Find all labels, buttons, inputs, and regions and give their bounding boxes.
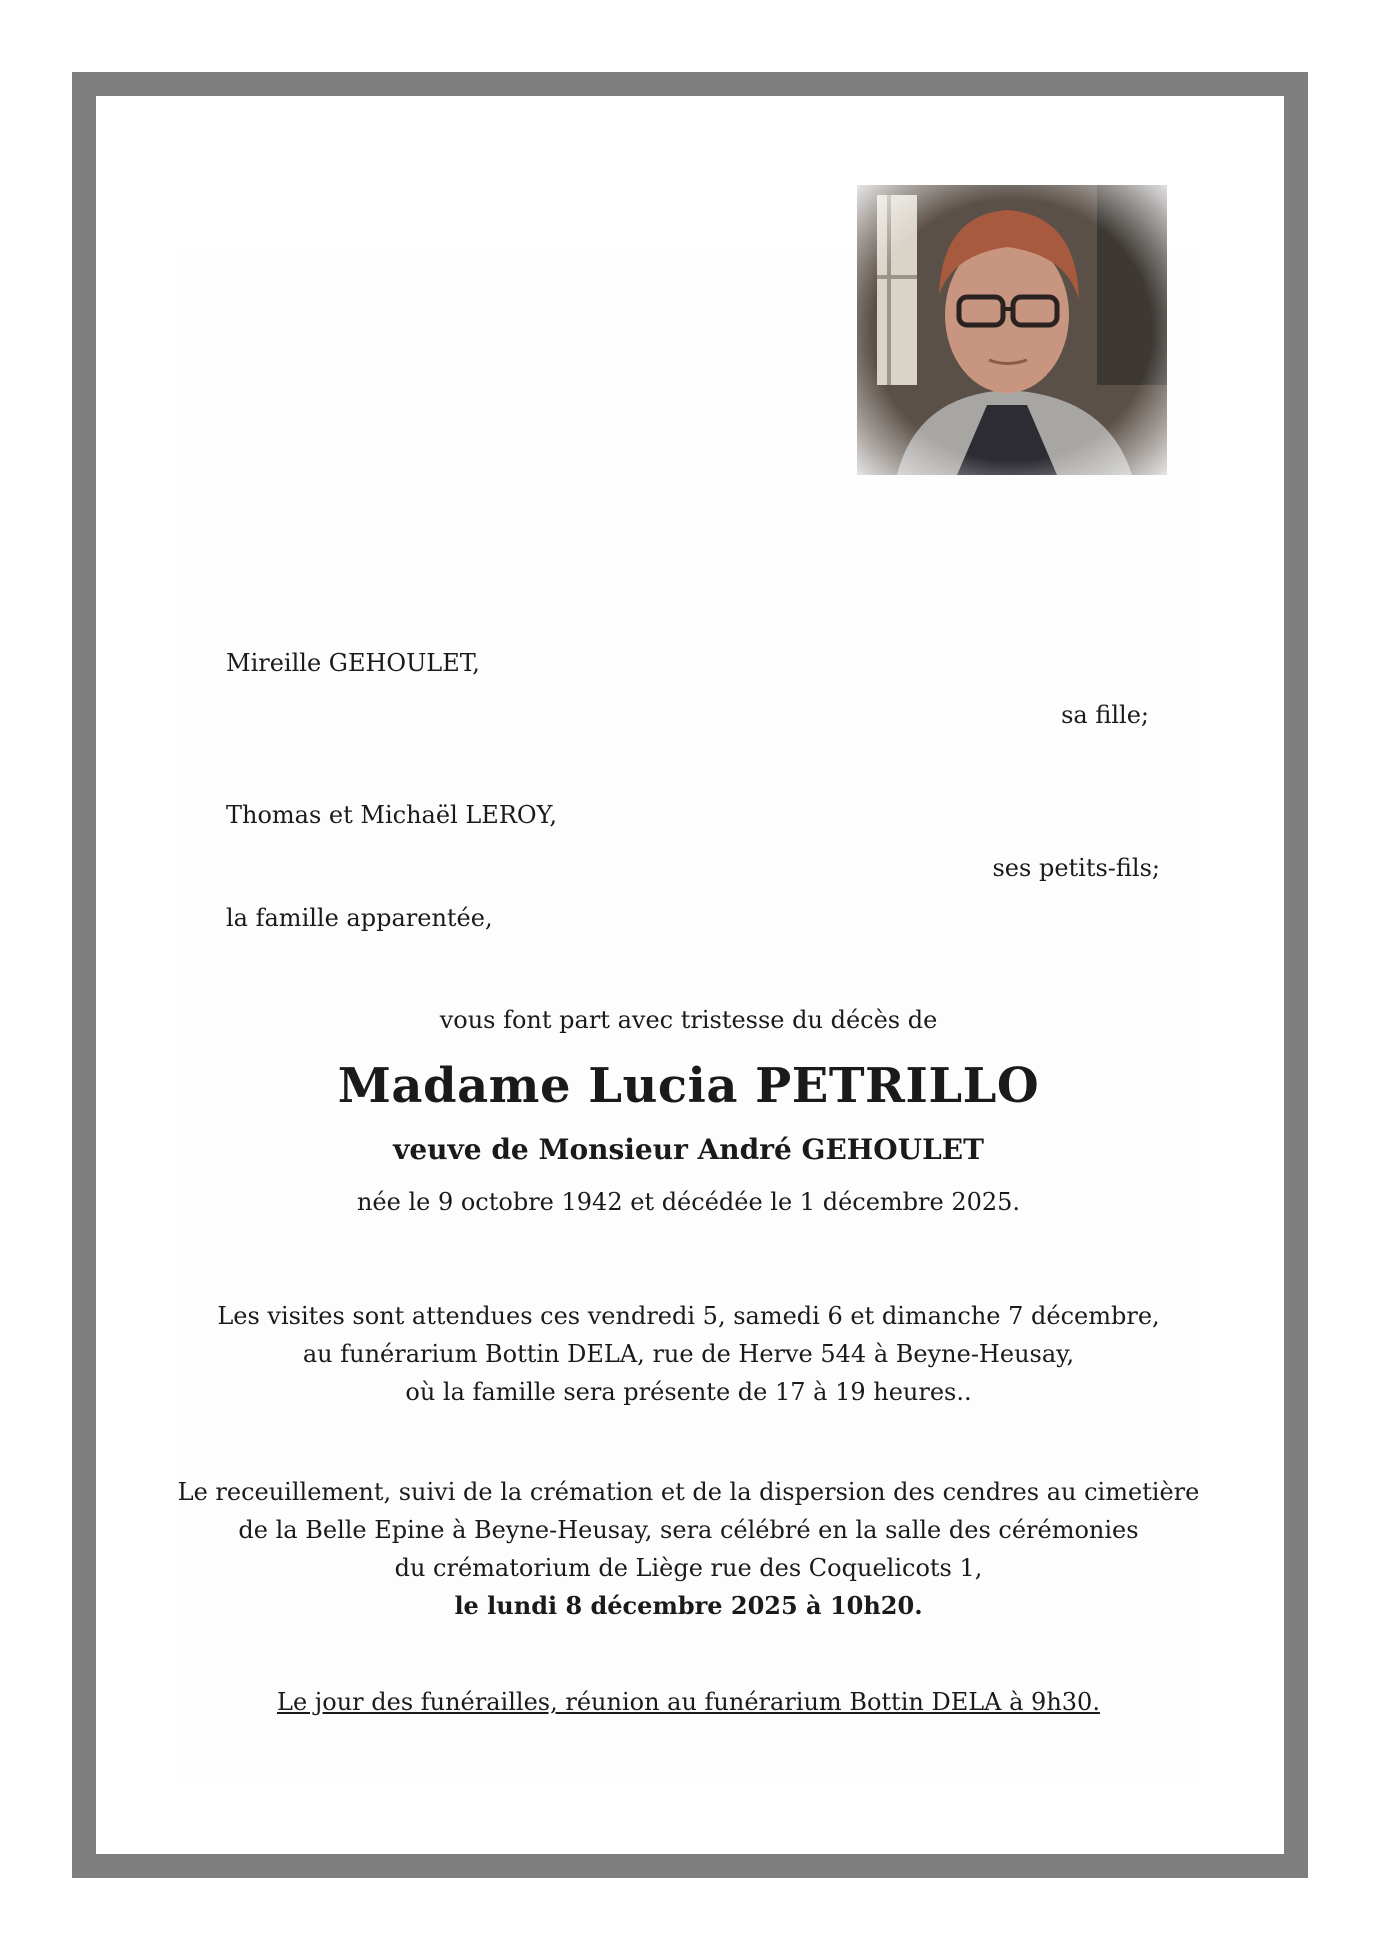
ceremony-line-3: du crématorium de Liège rue des Coquelicots 1, [394, 1554, 983, 1582]
daughter-name: Mireille GEHOULET, [226, 649, 480, 677]
visits-line-2: au funérarium Bottin DELA, rue de Herve 544 à Beyne-Heusay, [302, 1340, 1075, 1368]
daughter-relation: sa fille; [1061, 701, 1149, 729]
ceremony-line-2: de la Belle Epine à Beyne-Heusay, sera célébré en la salle des cérémonies [238, 1516, 1139, 1544]
announcement-intro: vous font part avec tristesse du décès de [439, 1006, 938, 1034]
visits-line-3: où la famille sera présente de 17 à 19 heures.. [405, 1378, 972, 1406]
ceremony-paragraph [177, 1473, 1200, 1625]
birth-death-dates: née le 9 octobre 1942 et décédée le 1 décembre 2025. [356, 1188, 1021, 1216]
deceased-name: Madame Lucia PETRILLO [337, 1058, 1040, 1114]
visits-line-1: Les visites sont attendues ces vendredi 5, samedi 6 et dimanche 7 décembre, [217, 1302, 1160, 1330]
widow-of-line: veuve de Monsieur André GEHOULET [393, 1133, 984, 1166]
visits-paragraph [177, 1297, 1200, 1411]
portrait-photo-icon [857, 185, 1167, 475]
relatives-line: la famille apparentée, [226, 904, 493, 932]
ceremony-line-1: Le receuillement, suivi de la crémation et de la dispersion des cendres au cimetière [177, 1478, 1200, 1506]
funeral-day-note: Le jour des funérailles, réunion au funérarium Bottin DELA à 9h30. [277, 1688, 1100, 1716]
grandsons-relation: ses petits-fils; [992, 854, 1160, 882]
ceremony-date: le lundi 8 décembre 2025 à 10h20. [454, 1591, 923, 1620]
grandsons-names: Thomas et Michaël LEROY, [226, 801, 557, 829]
portrait-photo [857, 185, 1167, 475]
